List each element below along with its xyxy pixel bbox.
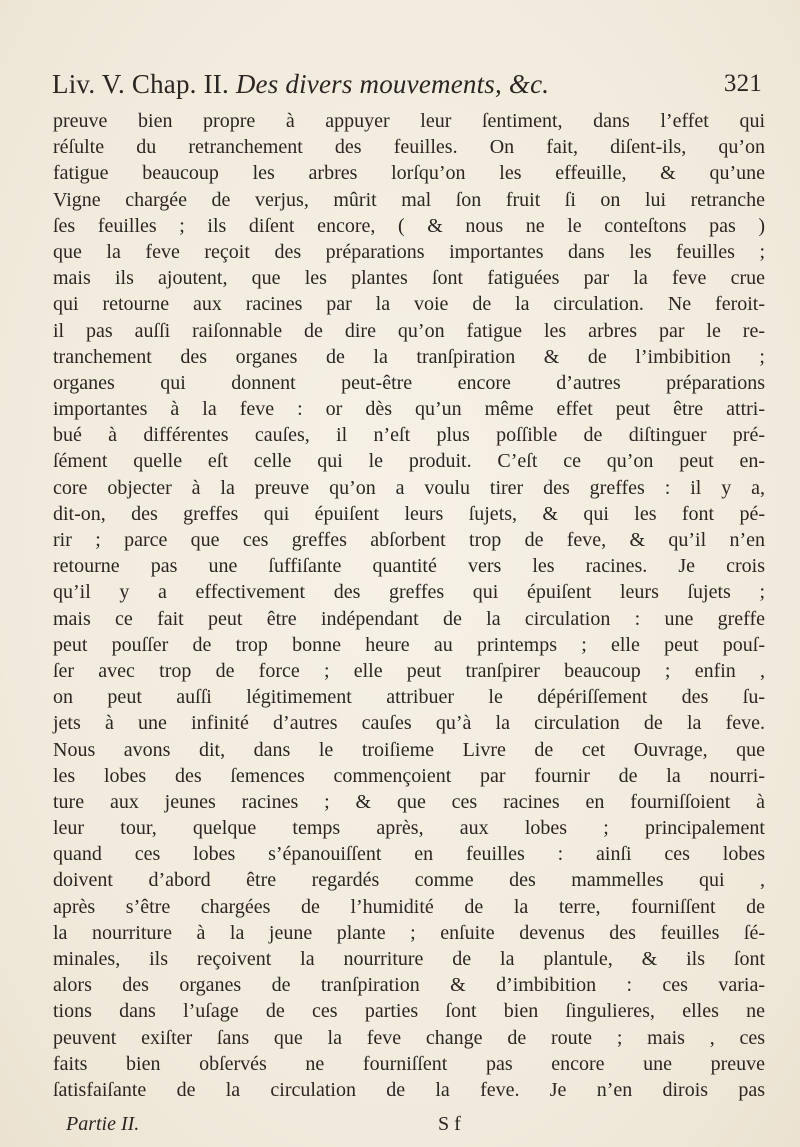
page-footer <box>66 1110 666 1138</box>
text-line: retourne pas une ſuffiſante quantité vers les racines. Je crois <box>53 555 765 578</box>
text-line: importantes à la feve : or dès qu’un même effet peut être attri- <box>53 398 765 421</box>
text-line: tranchement des organes de la tranſpiration & de l’imbibition ; <box>53 345 765 368</box>
text-line: tions dans l’uſage de ces parties ſont bien ſingulieres, elles ne <box>53 1000 765 1023</box>
text-line: minales, ils reçoivent la nourriture de la plantule, & ils ſont <box>53 948 765 970</box>
page-header <box>52 64 762 104</box>
text-line: fatigue beaucoup les arbres lorſqu’on les effeuille, & qu’une <box>53 162 765 185</box>
text-line: Nous avons dit, dans le troiſieme Livre de cet Ouvrage, que <box>53 738 765 761</box>
text-line: doivent d’abord être regardés comme des mammelles qui , <box>53 869 765 892</box>
text-line: la nourriture à la jeune plante ; enſuite devenus des feuilles ſé- <box>53 921 765 944</box>
text-line: qui retourne aux racines par la voie de la circulation. Ne feroit- <box>53 293 765 316</box>
text-line: qu’il y a effectivement des greffes qui épuiſent leurs ſujets ; <box>53 581 765 604</box>
text-line: quand ces lobes s’épanouiſſent en feuilles : ainſi ces lobes <box>53 843 765 866</box>
text-line: les lobes des ſemences commençoient par fournir de la nourri- <box>53 764 765 787</box>
text-line: alors des organes de tranſpiration & d’imbibition : ces varia- <box>53 974 765 997</box>
text-line: rir ; parce que ces greffes abſorbent trop de feve, & qu’il n’en <box>53 529 765 551</box>
text-line: peuvent exiſter ſans que la feve change de route ; mais , ces <box>53 1026 765 1049</box>
text-line: dit-on, des greffes qui épuiſent leurs ſujets, & qui les font pé- <box>53 502 765 525</box>
text-line: faits bien obſervés ne fourniſſent pas encore une preuve <box>53 1052 765 1075</box>
text-line: il pas auſſi raiſonnable de dire qu’on fatigue les arbres par le re- <box>53 319 765 342</box>
book-chapter: Liv. V. Chap. II. <box>52 69 236 99</box>
body-text <box>53 108 765 1103</box>
text-line: leur tour, quelque temps après, aux lobes ; principalement <box>53 817 765 840</box>
part-label: Partie II. <box>66 1113 140 1135</box>
running-title: Des divers mouvements, &c. <box>235 69 550 99</box>
text-line: ſes feuilles ; ils diſent encore, ( & nous ne le conteſtons pas ) <box>53 214 765 237</box>
text-line: on peut auſſi légitimement attribuer le dépériſſement des ſu- <box>53 686 765 709</box>
text-line: réſulte du retranchement des feuilles. On fait, diſent-ils, qu’on <box>53 136 765 159</box>
text-line: peut pouſſer de trop bonne heure au printemps ; elle peut pouſ- <box>53 633 765 656</box>
text-line: que la feve reçoit des préparations importantes dans les feuilles ; <box>53 240 765 263</box>
page-number: 321 <box>723 70 762 97</box>
text-line: après s’être chargées de l’humidité de la terre, fourniſſent de <box>53 895 765 918</box>
text-line: ſer avec trop de force ; elle peut tranſpirer beaucoup ; enfin , <box>53 659 765 682</box>
text-line: ſément quelle eſt celle qui le produit. C’eſt ce qu’on peut en- <box>53 450 765 473</box>
text-line: ture aux jeunes racines ; & que ces racines en fourniſſoient à <box>53 790 765 813</box>
text-line: Vigne chargée de verjus, mûrit mal ſon fruit ſi on lui retranche <box>53 188 765 211</box>
text-line: ſatisfaiſante de la circulation de la feve. Je n’en dirois pas <box>53 1078 765 1101</box>
text-line: jets à une infinité d’autres cauſes qu’à la circulation de la feve. <box>53 712 765 735</box>
text-line: mais ils ajoutent, que les plantes ſont fatiguées par la feve crue <box>53 267 765 290</box>
text-line: preuve bien propre à appuyer leur ſentiment, dans l’effet qui <box>53 110 765 132</box>
text-line: organes qui donnent peut-être encore d’autres préparations <box>53 371 765 394</box>
text-line: core objecter à la preuve qu’on a voulu tirer des greffes : il y a, <box>53 476 765 499</box>
signature-mark: S f <box>438 1113 461 1135</box>
text-line: bué à différentes cauſes, il n’eſt plus poſſible de diſtinguer pré- <box>53 424 765 447</box>
text-line: mais ce fait peut être indépendant de la circulation : une greffe <box>53 607 765 630</box>
